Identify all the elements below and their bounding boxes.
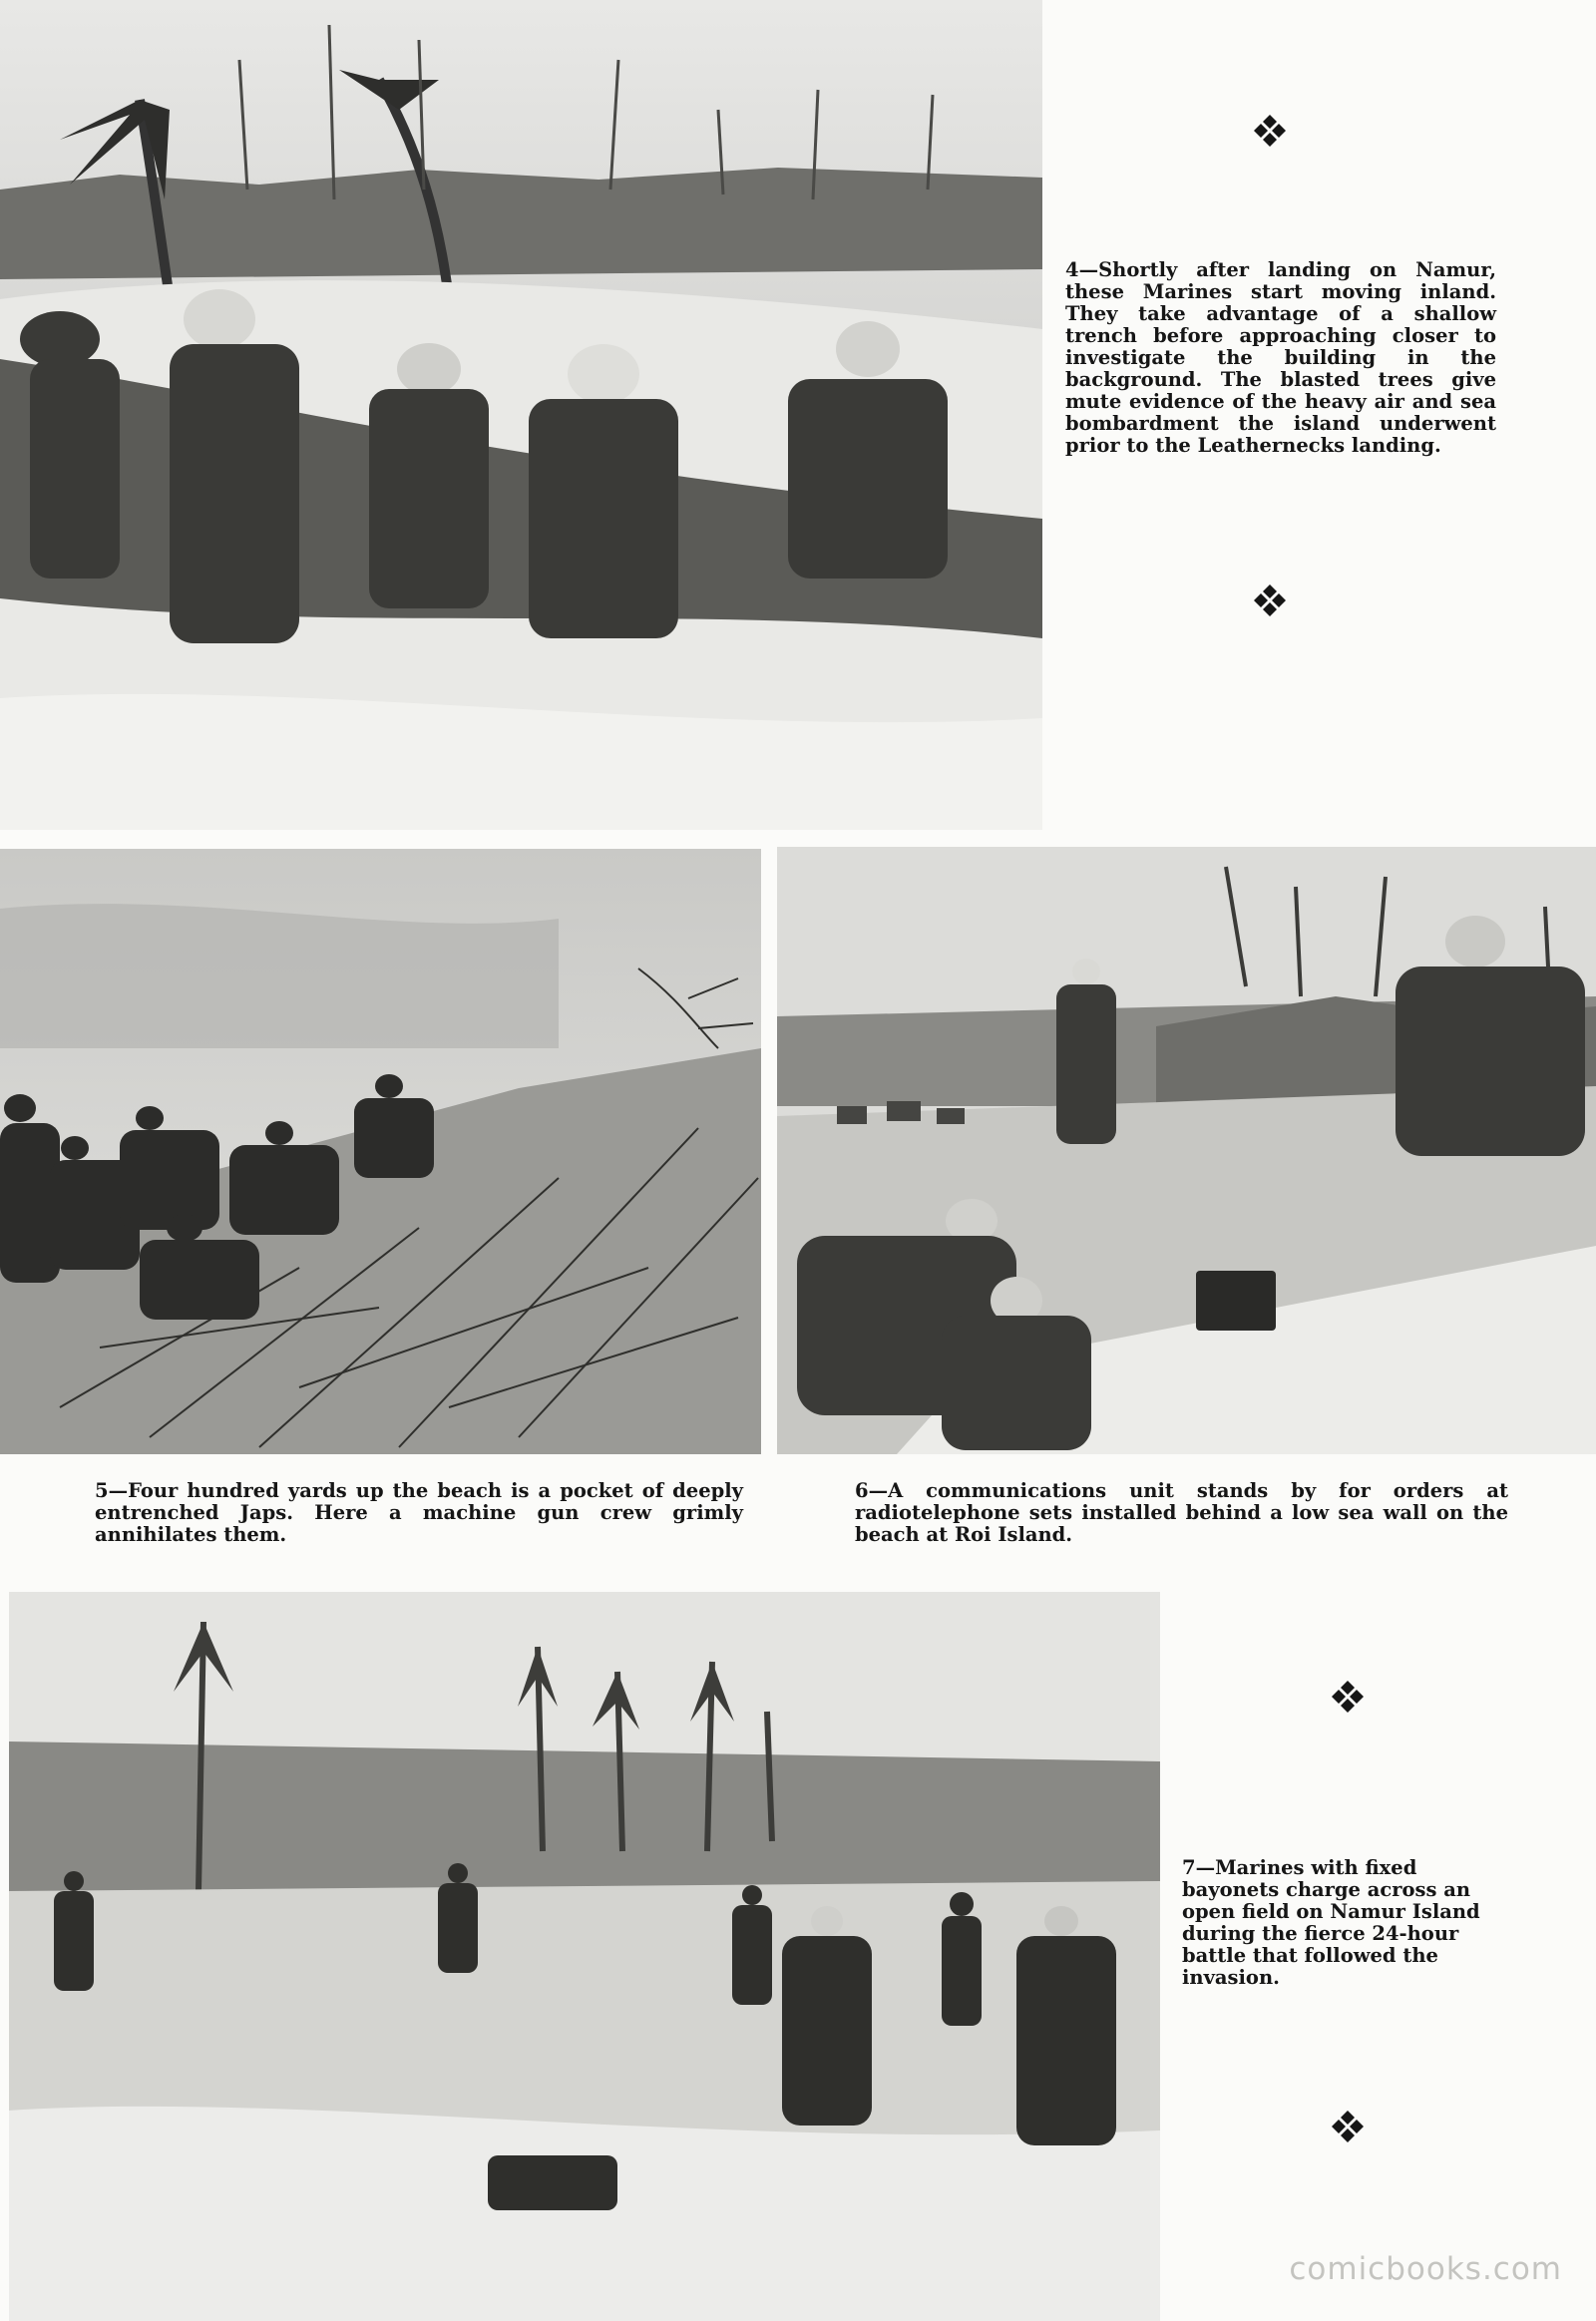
caption-photo-5: 5—Four hundred yards up the beach is a pocket of deeply entrenched Japs. Here a machine gun crew grimly annihilates them. bbox=[95, 1479, 743, 1546]
watermark: comicbooks.com bbox=[1289, 2251, 1562, 2287]
photo-6-communications-unit bbox=[777, 847, 1596, 1454]
ornament-icon bbox=[1331, 1680, 1365, 1714]
caption-photo-4: 4—Shortly after landing on Namur, these Marines start moving inland. They take advantage of a shallow trench before approaching closer to investigate the building in the background. The blasted trees give mute evidence of the heavy air and sea bombardment the island underwent prior to the Leathernecks landing. bbox=[1065, 258, 1496, 457]
photo-5-machine-gun-crew bbox=[0, 849, 761, 1454]
caption-photo-7: 7—Marines with fixed bayonets charge across an open field on Namur Island during the fierce 24-hour battle that followed the invasion. bbox=[1182, 1856, 1480, 1989]
ornament-icon bbox=[1253, 114, 1287, 148]
photo-4-marines-trench bbox=[0, 0, 1042, 830]
caption-photo-6: 6—A communications unit stands by for orders at radiotelephone sets installed behind a low sea wall on the beach at Roi Island. bbox=[855, 1479, 1508, 1546]
photo-7-bayonet-charge bbox=[9, 1592, 1160, 2321]
ornament-icon bbox=[1331, 2110, 1365, 2143]
ornament-icon bbox=[1253, 583, 1287, 617]
